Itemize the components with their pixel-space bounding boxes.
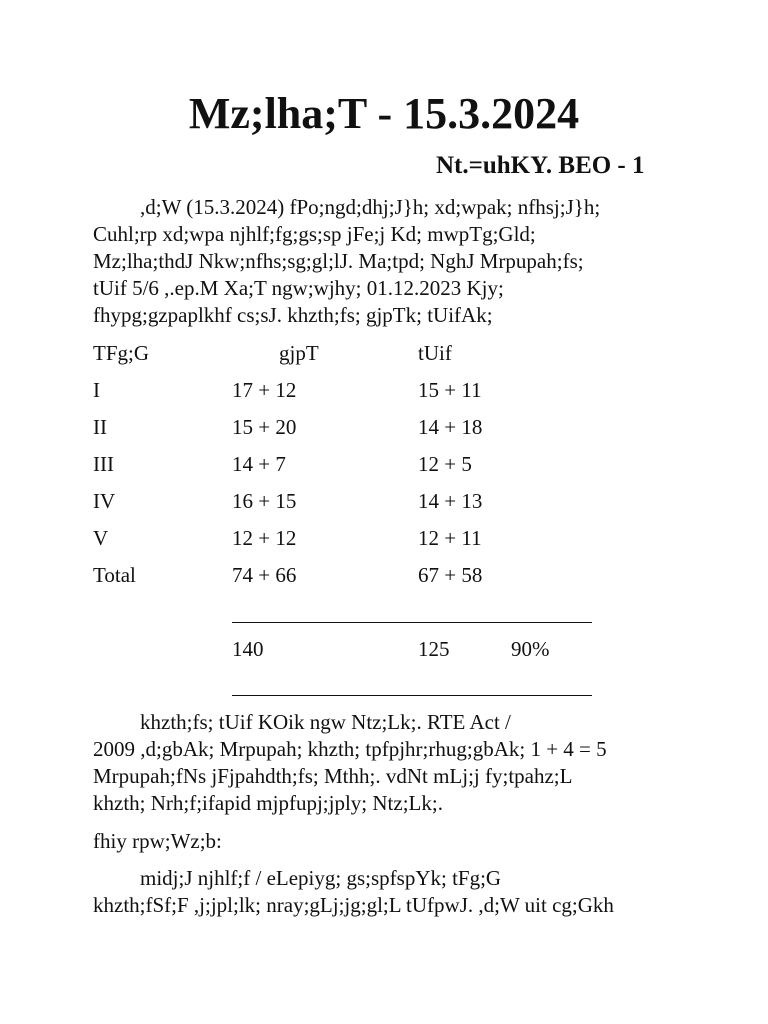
table-header-present: tUif (418, 341, 452, 365)
observations-heading: fhiy rpw;Wz;b: (93, 829, 222, 853)
table-header-class: TFg;G (93, 341, 150, 365)
body-line: 2009 ,d;gbAk; Mrpupah; khzth; tpfpjhr;rhug;gbAk; 1 + 4 = 5 (93, 737, 607, 761)
intro-line: fhypg;gzpaplkhf cs;sJ. khzth;fs; gjpTk; tUifAk; (93, 303, 493, 327)
table-cell-present: 14 + 13 (418, 489, 483, 513)
table-cell-enrolled: 15 + 20 (232, 415, 297, 439)
table-cell-class: Total (93, 563, 136, 587)
table-cell-present: 67 + 58 (418, 563, 483, 587)
intro-line: tUif 5/6 ,.ep.M Xa;T ngw;wjhy; 01.12.2023 Kjy; (93, 276, 504, 300)
summary-enrolled: 140 (232, 637, 264, 661)
table-rule-top (232, 622, 592, 623)
table-cell-class: IV (93, 489, 116, 513)
closing-line: khzth;fSf;F ,j;jpl;lk; nray;gLj;jg;gl;L tUfpwJ. ,d;W uit cg;Gkh (93, 893, 614, 917)
summary-present: 125 (418, 637, 450, 661)
body-line: Mrpupah;fNs jFjpahdth;fs; Mthh;. vdNt mLj;j fy;tpahz;L (93, 764, 573, 788)
document-title: Mz;lha;T - 15.3.2024 (188, 89, 580, 138)
table-rule-bottom (232, 695, 592, 696)
intro-line: Mz;lha;thdJ Nkw;nfhs;sg;gl;lJ. Ma;tpd; NghJ Mrpupah;fs; (93, 249, 584, 273)
table-cell-class: II (93, 415, 107, 439)
table-header-enrolled: gjpT (279, 341, 319, 365)
intro-line: Cuhl;rp xd;wpa njhlf;fg;gs;sp jFe;j Kd; mwpTg;Gld; (93, 222, 536, 246)
table-cell-enrolled: 74 + 66 (232, 563, 297, 587)
table-cell-class: V (93, 526, 109, 550)
body-line: khzth;fs; tUif KOik ngw Ntz;Lk;. RTE Act / (140, 710, 511, 734)
table-cell-present: 12 + 11 (418, 526, 482, 550)
table-cell-enrolled: 14 + 7 (232, 452, 286, 476)
table-cell-present: 12 + 5 (418, 452, 472, 476)
summary-percent: 90% (511, 637, 550, 661)
intro-paragraph (93, 194, 693, 329)
table-cell-class: I (93, 378, 100, 402)
body-paragraph (93, 709, 693, 817)
intro-line: ,d;W (15.3.2024) fPo;ngd;dhj;J}h; xd;wpak; nfhsj;J}h; (140, 195, 601, 219)
closing-paragraph (93, 865, 693, 919)
table-cell-present: 14 + 18 (418, 415, 483, 439)
table-cell-enrolled: 16 + 15 (232, 489, 297, 513)
table-cell-present: 15 + 11 (418, 378, 482, 402)
table-cell-enrolled: 12 + 12 (232, 526, 297, 550)
table-cell-class: III (93, 452, 114, 476)
document-subtitle: Nt.=uhKY. BEO - 1 (436, 152, 645, 179)
body-line: khzth; Nrh;f;ifapid mjpfupj;jply; Ntz;Lk;. (93, 791, 443, 815)
closing-line: midj;J njhlf;f / eLepiyg; gs;spfspYk; tFg;G (140, 866, 502, 890)
observations-heading-block (93, 828, 693, 855)
table-cell-enrolled: 17 + 12 (232, 378, 297, 402)
